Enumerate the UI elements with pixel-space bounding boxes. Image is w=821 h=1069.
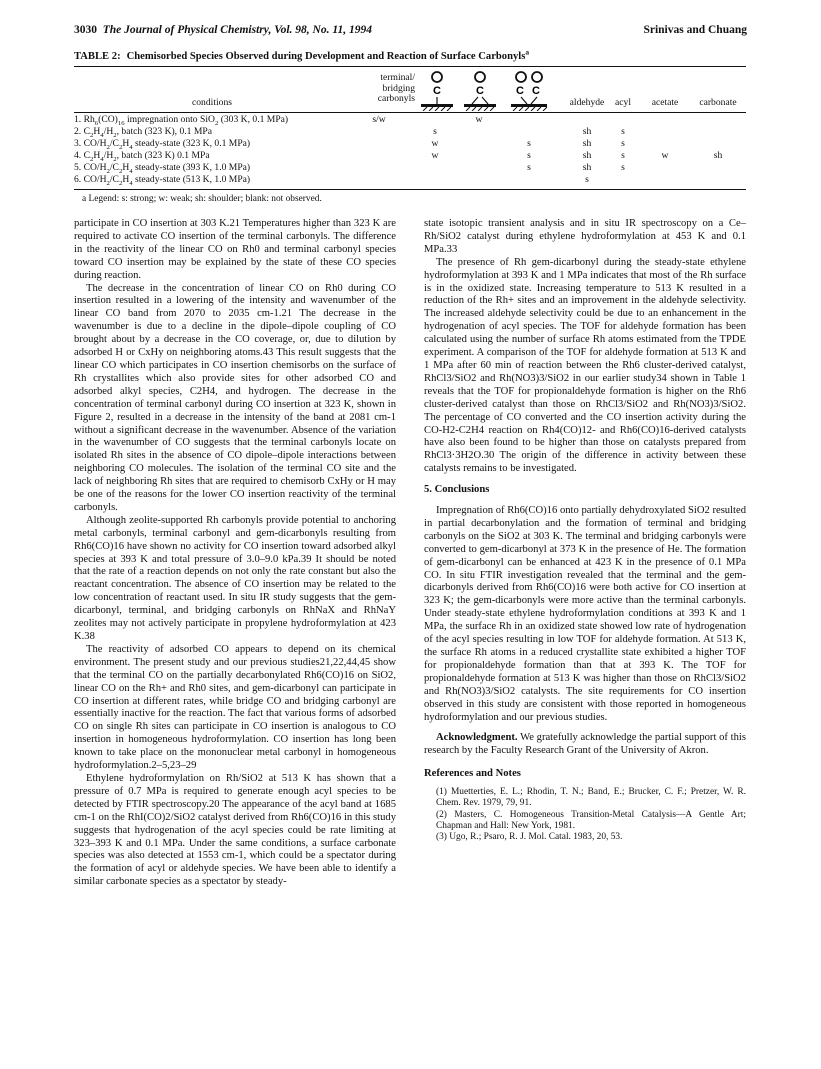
cell-gem-dicarbonyl: s (527, 162, 531, 173)
reference-item: (2) Masters, C. Homogeneous Transition-Metal Catalysis—A Gentle Art; Chapman and Hall: New York, 1981. (436, 809, 746, 831)
table-title-mark: a (525, 47, 530, 57)
body-paragraph: The reactivity of adsorbed CO appears to depend on its chemical environment. The present study and our previous studies21,22,44,45 show that the terminal CO on the partially decarbonylated Rh6(CO)16 on SiO2, linear CO on the Rh+ and Rh0 sites, and gem-dicarbonyl can participate in CO insertion at different rates, while bridge CO and bridging carbonyl are essentially inactive for the reaction. The fact that various forms of adsorbed CO on single Rh sites can participate in CO insertion is analogous to CO insertion in homogeneous hydroformylation. CO insertion has long been known to take place on the mononuclear metal carbonyl in homogeneous hydroformylation.2–5,23–29 (74, 643, 396, 772)
conclusions-heading: 5. Conclusions (424, 484, 490, 496)
body-paragraph: The decrease in the concentration of linear CO on Rh0 during CO insertion resulted in a lowering of the intensity and wavenumber of the linear CO band from 2070 to 2035 cm-1.21 The decrease in the wavenumber is due to a decline in the dipole–dipole coupling of CO brought about by a decrease in the CO coverage, or, due to dilution by adsorbed H or CxHy on neighboring atoms.43 This result suggests that the linear CO which participates in CO insertion chemisorbs on the surface of Rh crystallites which also provide sites for other adsorbed CO and adsorbed alkyl species, C2H4, and hydrogen. The decrease in the concentration of terminal carbonyl during CO insertion at 323 K, shown in Figure 2, resulted in a decrease in the intensity of the band at 2081 cm-1 without a significant decrease in the wavenumber. Absence of the variation in the wavenumber of CO suggests that the terminal carbonyls locate on isolated Rh sites in the absence of CO dipole–dipole interactions between neighboring CO molecules. The isolation of the terminal CO site and the lack of neighboring Rh sites that are required to chemisorb CxHy or H may be one of the reasons for the lower CO insertion reactivity of the terminal carbonyls. (74, 282, 396, 513)
header-left (74, 24, 372, 40)
header-aldehyde: aldehyde (569, 97, 605, 108)
table-footnote: a Legend: s: strong; w: weak; sh: shoulder; blank: not observed. (82, 194, 322, 204)
table-row (74, 162, 746, 173)
svg-text:C: C (532, 85, 540, 97)
cell-aldehyde: s (585, 174, 589, 185)
acknowledgment-paragraph (424, 732, 746, 758)
cell-acyl: s (621, 126, 625, 137)
body-paragraph: Although zeolite-supported Rh carbonyls provide potential to anchoring metal carbonyls, terminal carbonyl and gem-dicarbonyls resulting from Rh6(CO)16 have shown no activity for CO insertion toward adsorbed alkyl species at 393 K and total pressure of 3.0–9.0 kPa.39 It should be noted that the rate of a reaction depends on not only the rate constant but also the reactant concentration. The absence of CO insertion may be related to the low concentration of reactant used. In situ IR study suggests that the gem-dicarbonyl, terminal, and bridging carbonyls on RhNaX and RhNaY zeolites may not actively participate in propylene hydroformylation at 423 K.38 (74, 514, 396, 642)
header-carbonyls-line3: carbonyls (377, 93, 415, 104)
cell-linear-co: s (433, 126, 437, 137)
body-paragraph: state isotopic transient analysis and in situ IR spectroscopy on a Ce–Rh/SiO2 catalyst during ethylene hydroformylation at 453 K and 0.1 MPa.33 (424, 218, 746, 255)
header-acyl: acyl (615, 97, 631, 108)
header-conditions: conditions (192, 97, 232, 108)
header-acetate: acetate (651, 97, 679, 108)
cell-gem-dicarbonyl: s (527, 150, 531, 161)
cell-aldehyde: sh (582, 150, 592, 161)
svg-text:C: C (433, 85, 441, 97)
right-column (424, 218, 746, 843)
body-paragraph: participate in CO insertion at 303 K.21 Temperatures higher than 323 K are required to activate CO insertion of the terminal carbonyls. The difference in the reactivity of the linear CO on Rh0 and terminal carbonyl species toward CO insertion may be explained by the state of these CO species during reaction. (74, 218, 396, 281)
running-head (74, 24, 747, 40)
cell-terminal-bridging: s/w (372, 114, 386, 125)
cell-aldehyde: sh (582, 126, 592, 137)
header-carbonate: carbonate (699, 97, 737, 108)
acknowledgment-heading: Acknowledgment. (436, 732, 518, 744)
table-header-rule (74, 112, 746, 113)
cell-acetate: w (661, 150, 669, 161)
table-row (74, 114, 746, 125)
table-caption: Chemisorbed Species Observed during Development and Reaction of Surface Carbonyls (126, 51, 526, 62)
left-column (74, 218, 396, 889)
cell-linear-co: w (431, 138, 439, 149)
cell-aldehyde: sh (582, 162, 592, 173)
row-condition: 4. $C_2H_4/H_2$, batch (323 K) 0.1 MPa (74, 150, 210, 163)
row-condition: 6. $CO/H_2/C_2H_4$ steady-state (513 K, 1.0 MPa) (74, 174, 251, 187)
journal-name: The Journal of Physical Chemistry, Vol. 98, No. 11, 1994 (102, 24, 372, 36)
authors: Srinivas and Chuang (643, 24, 747, 36)
table-row (74, 138, 746, 149)
references-heading: References and Notes (424, 768, 521, 780)
conclusions-paragraph: Impregnation of Rh6(CO)16 onto partially dehydroxylated SiO2 resulted in partial decarbonylation and the formation of terminal and bridging carbonyls on the SiO2 at 303 K. The terminal and bridging carbonyls were converted to gem-dicarbonyl at 373 K in the presence of He. The formation of gem-dicarbonyl can be enhanced at 423 K in the presence of 0.1 MPa CO. In situ FTIR investigation revealed that the terminal and the gem-dicarbonyls derived from Rh6(CO)16 were both active for CO insertion at 323 K; the gem-dicarbonyls were more active than the terminal carbonyls. Under steady-state ethylene hydroformylation conditions at 393 K and 1 MPa, the surface Rh in an oxidized state showed low rate of hydrogenation of the acyl species resulting in low TOF for aldehyde formation. At 513 K, the surface Rh atoms in a reduced crystallite state exhibited a higher TOF for propionaldehyde formation than that at 393 K. The TOF for propionaldehyde formation at 513 K was higher than those on RhCl3/SiO2 and Rh(NO3)3/SiO2 catalysts. The site requirements for CO insertion observed in this study are consistent with those reported in homogeneous hydroformylation and our previous studies. (424, 505, 746, 723)
gem-dicarbonyl-structure-icon (507, 69, 557, 111)
header-carbonyls (357, 73, 415, 105)
header-carbonyls-line1: terminal/ (380, 72, 415, 83)
cell-aldehyde: sh (582, 138, 592, 149)
body-paragraph: The presence of Rh gem-dicarbonyl during the steady-state ethylene hydroformylation at 393 K and 1 MPa indicates that most of the Rh surface is in the oxidized state. Increasing temperature to 513 K resulted in a reduction of the Rh+ sites and an improvement in the aldehyde selectivity. The increased aldehyde selectivity could be due to an enhancement in the hydrogenation of acyl species. The TOF for aldehyde formation has been calculated using the number of surface Rh atoms estimated from the TPDE experiment. A comparison of the TOF for aldehyde formation at 513 K and 1 MPa after 60 min of reaction between the Rh6 cluster-derived catalyst, RhCl3/SiO2 and Rh(NO3)3/SiO2 in our earlier study34 shown in Table 1 reveals that the TOF for propionaldehyde formation is higher on the Rh6 cluster-derived catalyst than those on RhCl3/SiO2 and Rh(NO3)3/SiO2. The percentage of CO converted and the CO insertion activity during the CO-H2-C2H4 reaction on Rh4(CO)12- and Rh6(CO)16-derived catalysts have also been found to be higher than those on catalysts prepared from RhCl3·3H2O.30 The origin of the difference in activity between these catalysts remains to be investigated. (424, 256, 746, 475)
table-row (74, 126, 746, 137)
svg-text:C: C (476, 85, 484, 97)
table-row (74, 150, 746, 161)
page-number: 3030 (74, 24, 97, 36)
reference-item: (1) Muetterties, E. L.; Rhodin, T. N.; Band, E.; Brucker, C. F.; Pretzer, W. R. Chem. Rev. 1979, 79, 91. (436, 787, 746, 809)
cell-bridged-co: w (475, 114, 483, 125)
table-label: TABLE 2: (74, 51, 121, 62)
table-bottom-rule (74, 189, 746, 190)
row-condition: 2. $C_2H_4/H_2$, batch (323 K), 0.1 MPa (74, 126, 212, 139)
cell-acyl: s (621, 162, 625, 173)
cell-carbonate: sh (713, 150, 723, 161)
cell-linear-co: w (431, 150, 439, 161)
body-paragraph: Ethylene hydroformylation on Rh/SiO2 at 513 K has shown that a pressure of 0.7 MPa is required to generate enough acyl species to be detected by FTIR spectroscopy.20 The appearance of the acyl band at 1685 cm-1 on the RhI(CO)2/SiO2 catalyst derived from Rh6(CO)16 in this study suggests that hydrogenation of the acyl species could be rate limiting at 323–393 K and 0.1 MPa. Under the same conditions, a surface carbonate species was also detected at 1553 cm-1, which could be a spectator during the formation of acyl or aldehyde species. We have been able to identify a similar carbonate species as a spectator by steady- (74, 772, 396, 888)
table-title (74, 47, 530, 62)
cell-acyl: s (621, 150, 625, 161)
header-carbonyls-line2: bridging (382, 82, 415, 94)
reference-item: (3) Ugo, R.; Psaro, R. J. Mol. Catal. 1983, 20, 53. (436, 831, 623, 842)
row-condition: 1. $Rh_6(CO)_{16}$ impregnation onto SiO$_2$ (303 K, 0.1 MPa) (74, 114, 289, 127)
bridged-co-structure-icon (462, 69, 508, 111)
acknowledgment-text: We gratefully acknowledge the partial support of this research by the Faculty Research Grant of the University of Akron. (424, 732, 746, 757)
cell-acyl: s (621, 138, 625, 149)
table-top-rule (74, 66, 746, 67)
linear-co-structure-icon (419, 69, 465, 111)
cell-gem-dicarbonyl: s (527, 138, 531, 149)
svg-text:C: C (516, 85, 524, 97)
table-row (74, 174, 746, 185)
row-condition: 3. $CO/H_2/C_2H_4$ steady-state (323 K, 0.1 MPa) (74, 138, 251, 151)
row-condition: 5. $CO/H_2/C_2H_4$ steady-state (393 K, 1.0 MPa) (74, 162, 251, 175)
